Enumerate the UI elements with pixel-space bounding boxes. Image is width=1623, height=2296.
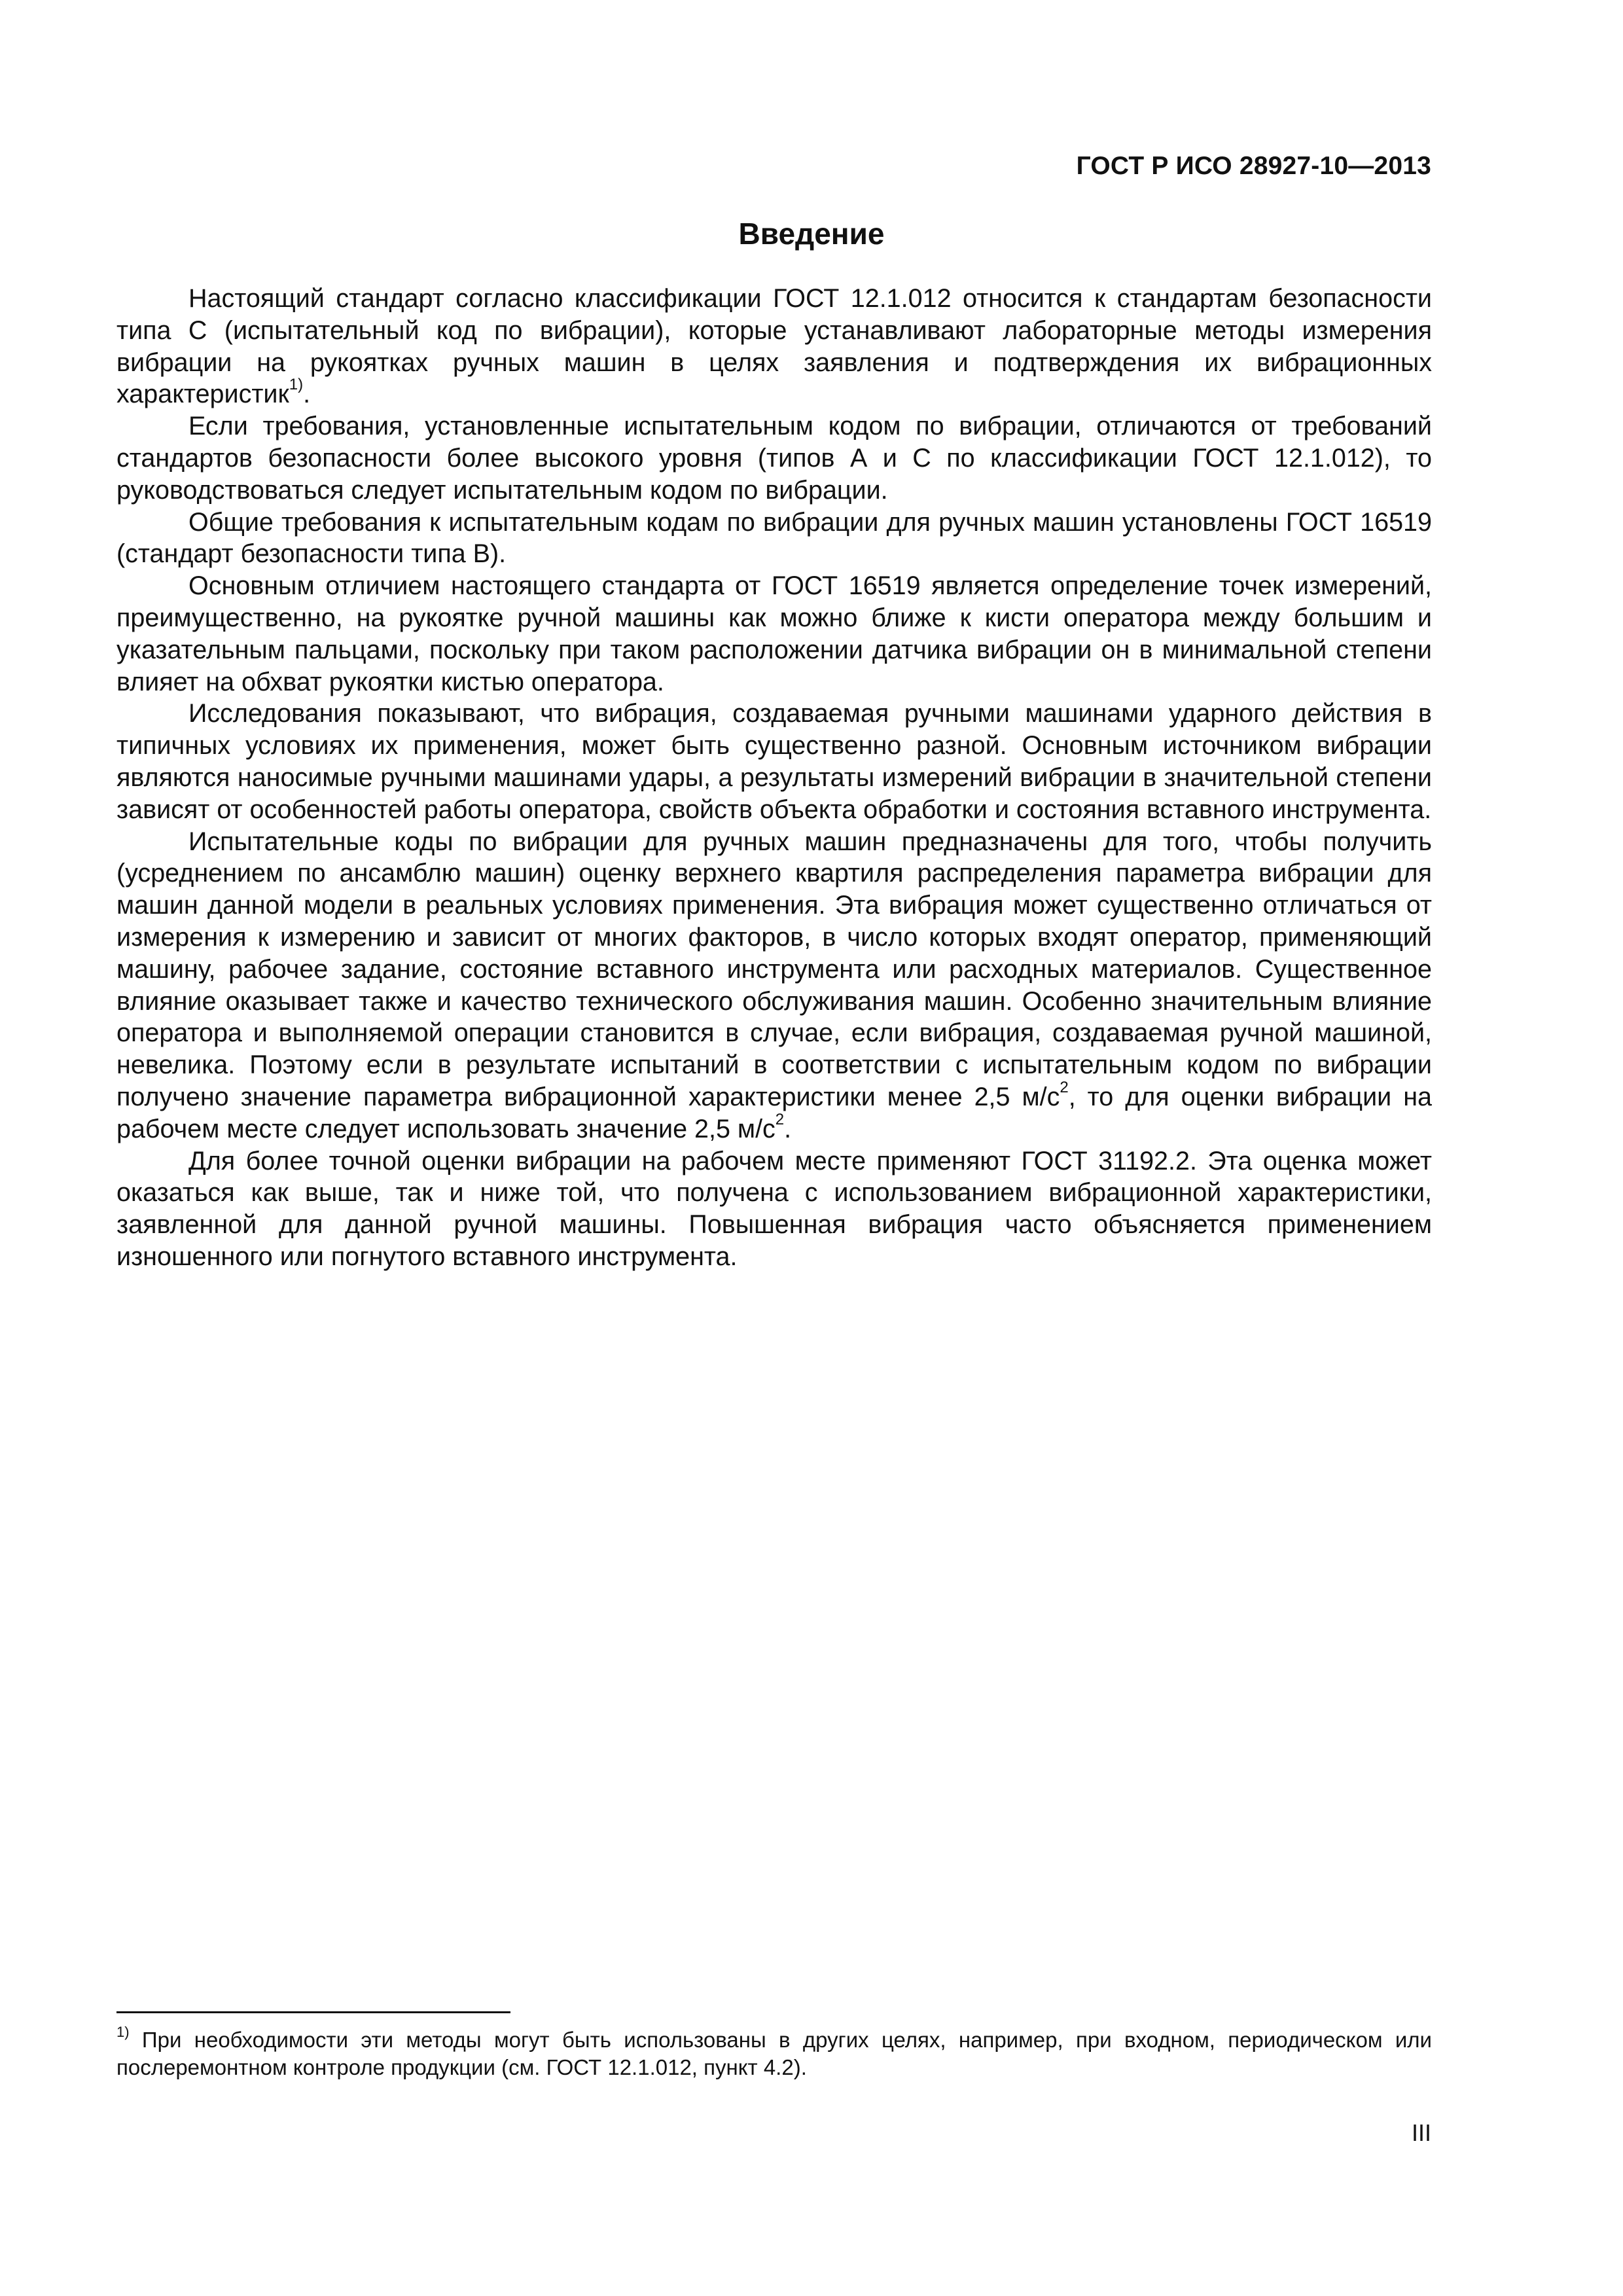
footnote-reference: 1) <box>289 376 304 394</box>
document-identifier: ГОСТ Р ИСО 28927-10—2013 <box>1076 152 1431 180</box>
paragraph-7: Для более точной оценки вибрации на рабочем месте применяют ГОСТ 31192.2. Эта оценка может оказаться как выше, так и ниже той, что получена с использованием вибрационной характеристики, заявленной для данной ручной машины. Повышенная вибрация часто объясняется применением изношенного или погнутого вставного инструмента. <box>116 1146 1432 1271</box>
superscript-squared: 2 <box>775 1110 785 1128</box>
paragraph-6-text-c: . <box>784 1114 792 1143</box>
paragraph-2: Если требования, установленные испытательным кодом по вибрации, отличаются от требований стандартов безопасности более высокого уровня (типов А и С по классификации ГОСТ 12.1.012), то руководствоваться следует испытательным кодом по вибрации. <box>116 412 1432 505</box>
paragraph-6-text-a: Испытательные коды по вибрации для ручных машин предназначены для того, чтобы получить (усреднением по ансамблю машин) оценку верхнего квартиля распределения параметра вибрации для машин данной модели в реальных условиях применения. Эта вибрация может существенно отличаться от измерения к измерению и зависит от многих факторов, в число которых входят оператор, применяющий машину, рабочее задание, состояние вставного инструмента или расходных материалов. Существенное влияние оказывает также и качество технического обслуживания машин. Особенно значительным влияние оператора и выполняемой операции становится в случае, если вибрация, создаваемая ручной машиной, невелика. Поэтому если в результате испытаний в соответствии с испытательным кодом по вибрации получено значение параметра вибрационной характеристики менее 2,5 м/с <box>116 827 1432 1111</box>
paragraph-4: Основным отличием настоящего стандарта от ГОСТ 16519 является определение точек измерений, преимущественно, на рукоятке ручной машины как можно ближе к кисти оператора между большим и указательным пальцами, поскольку при таком расположении датчика вибрации он в минимальной степени влияет на обхват рукоятки кистью оператора. <box>116 571 1432 696</box>
section-title: Введение <box>738 217 885 251</box>
introduction-body <box>116 283 1432 1273</box>
page-number: III <box>1411 2119 1431 2146</box>
paragraph-1-text: Настоящий стандарт согласно классификации ГОСТ 12.1.012 относится к стандартам безопасности типа С (испытательный код по вибрации), которые устанавливают лабораторные методы измерения вибрации на рукоятках ручных машин в целях заявления и подтверждения их вибрационных характеристик <box>116 284 1432 409</box>
footnote-divider <box>116 2011 510 2013</box>
superscript-squared: 2 <box>1060 1078 1069 1096</box>
paragraph-6-text-b: , то для оценки вибрации на рабочем месте следует использовать значение 2,5 м/с <box>116 1082 1432 1143</box>
paragraph-6 <box>116 826 1432 1145</box>
footnote <box>116 2026 1432 2081</box>
paragraph-1 <box>116 283 1432 410</box>
paragraph-1-tail: . <box>303 380 311 409</box>
footnote-marker: 1) <box>116 2024 130 2040</box>
footnote-text: При необходимости эти методы могут быть использованы в других целях, например, при входном, периодическом или послеремонтном контроле продукции (см. ГОСТ 12.1.012, пункт 4.2). <box>116 2028 1432 2079</box>
paragraph-5: Исследования показывают, что вибрация, создаваемая ручными машинами ударного действия в типичных условиях их применения, может быть существенно разной. Основным источником вибрации являются наносимые ручными машинами удары, а результаты измерений вибрации в значительной степени зависят от особенностей работы оператора, свойств объекта обработки и состояния вставного инструмента. <box>116 699 1432 824</box>
paragraph-3: Общие требования к испытательным кодам по вибрации для ручных машин установлены ГОСТ 16519 (стандарт безопасности типа В). <box>116 507 1432 569</box>
